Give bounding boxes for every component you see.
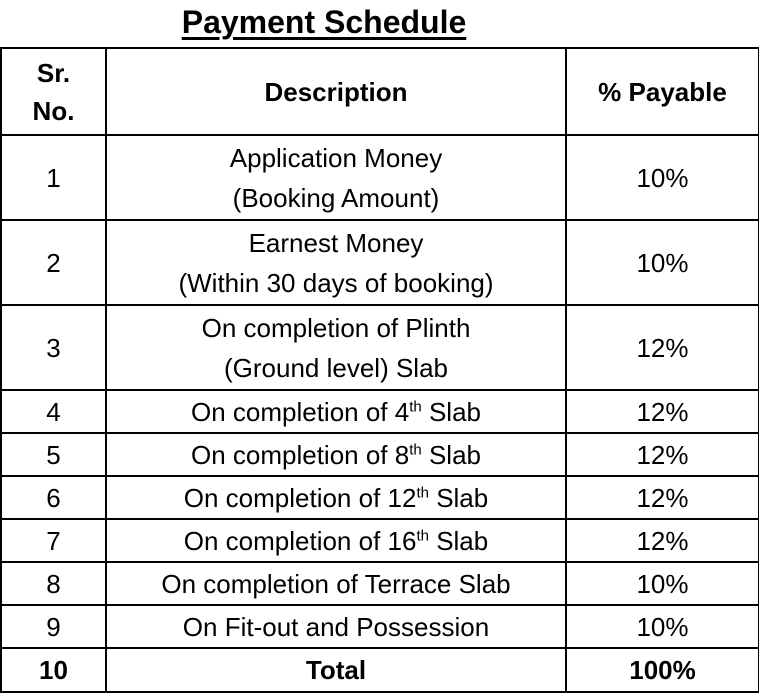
table-row [1,433,759,476]
row-payable: 10% [566,135,759,220]
header-payable: % Payable [566,48,759,135]
table-row [1,305,759,390]
row-sr-no: 7 [1,519,106,562]
row-description [106,433,566,476]
table-row [1,605,759,648]
row-description-suffix: Slab [428,482,489,513]
row-sr-no: 9 [1,605,106,648]
ordinal-suffix: th [409,440,422,458]
table-row [1,519,759,562]
row-payable: 12% [566,305,759,390]
table-row [1,476,759,519]
page-title [0,2,648,42]
row-payable: 12% [566,519,759,562]
row-description-suffix: Slab [421,439,481,470]
header-sr-no-line1: Sr. [36,57,71,88]
row-payable: 12% [566,390,759,433]
table-header-row [1,48,759,135]
page-title-text: Payment Schedule [181,4,467,40]
row-payable: 10% [566,562,759,605]
row-payable: 10% [566,605,759,648]
row-payable: 12% [566,476,759,519]
table-row [1,135,759,220]
row-payable: 12% [566,433,759,476]
table-row [1,562,759,605]
row-description-text: On completion of 4 [190,396,410,427]
total-row [1,648,759,692]
row-sr-no: 4 [1,390,106,433]
total-sr-no: 10 [1,648,106,692]
row-sr-no: 1 [1,135,106,220]
table-row [1,220,759,305]
row-description-suffix: Slab [421,396,481,427]
ordinal-suffix: th [416,526,429,544]
total-payable: 100% [566,648,759,692]
row-description-text: On completion of 8 [190,439,410,470]
row-description [106,476,566,519]
row-description: On Fit-out and Possession [106,605,566,648]
row-description-line2: (Within 30 days of booking) [178,267,494,298]
row-description-text: On completion of 16 [183,525,417,556]
row-description-text: On completion of 12 [183,482,417,513]
row-sr-no: 8 [1,562,106,605]
row-description-line2: (Ground level) Slab [224,352,448,383]
row-description [106,135,566,220]
header-sr-no-line2: No. [32,95,75,126]
ordinal-suffix: th [409,397,422,415]
row-description-line1: Earnest Money [248,227,424,258]
ordinal-suffix: th [416,483,429,501]
row-payable: 10% [566,220,759,305]
header-description: Description [106,48,566,135]
header-sr-no [1,48,106,135]
total-label: Total [106,648,566,692]
row-description-suffix: Slab [428,525,489,556]
row-description: On completion of Terrace Slab [106,562,566,605]
row-sr-no: 5 [1,433,106,476]
payment-schedule-table [0,47,759,693]
row-description [106,220,566,305]
row-description-line1: Application Money [229,142,443,173]
row-description-line2: (Booking Amount) [232,182,440,213]
row-description [106,519,566,562]
row-description [106,390,566,433]
row-description [106,305,566,390]
row-description-line1: On completion of Plinth [201,312,471,343]
row-sr-no: 3 [1,305,106,390]
table-row [1,390,759,433]
row-sr-no: 2 [1,220,106,305]
row-sr-no: 6 [1,476,106,519]
